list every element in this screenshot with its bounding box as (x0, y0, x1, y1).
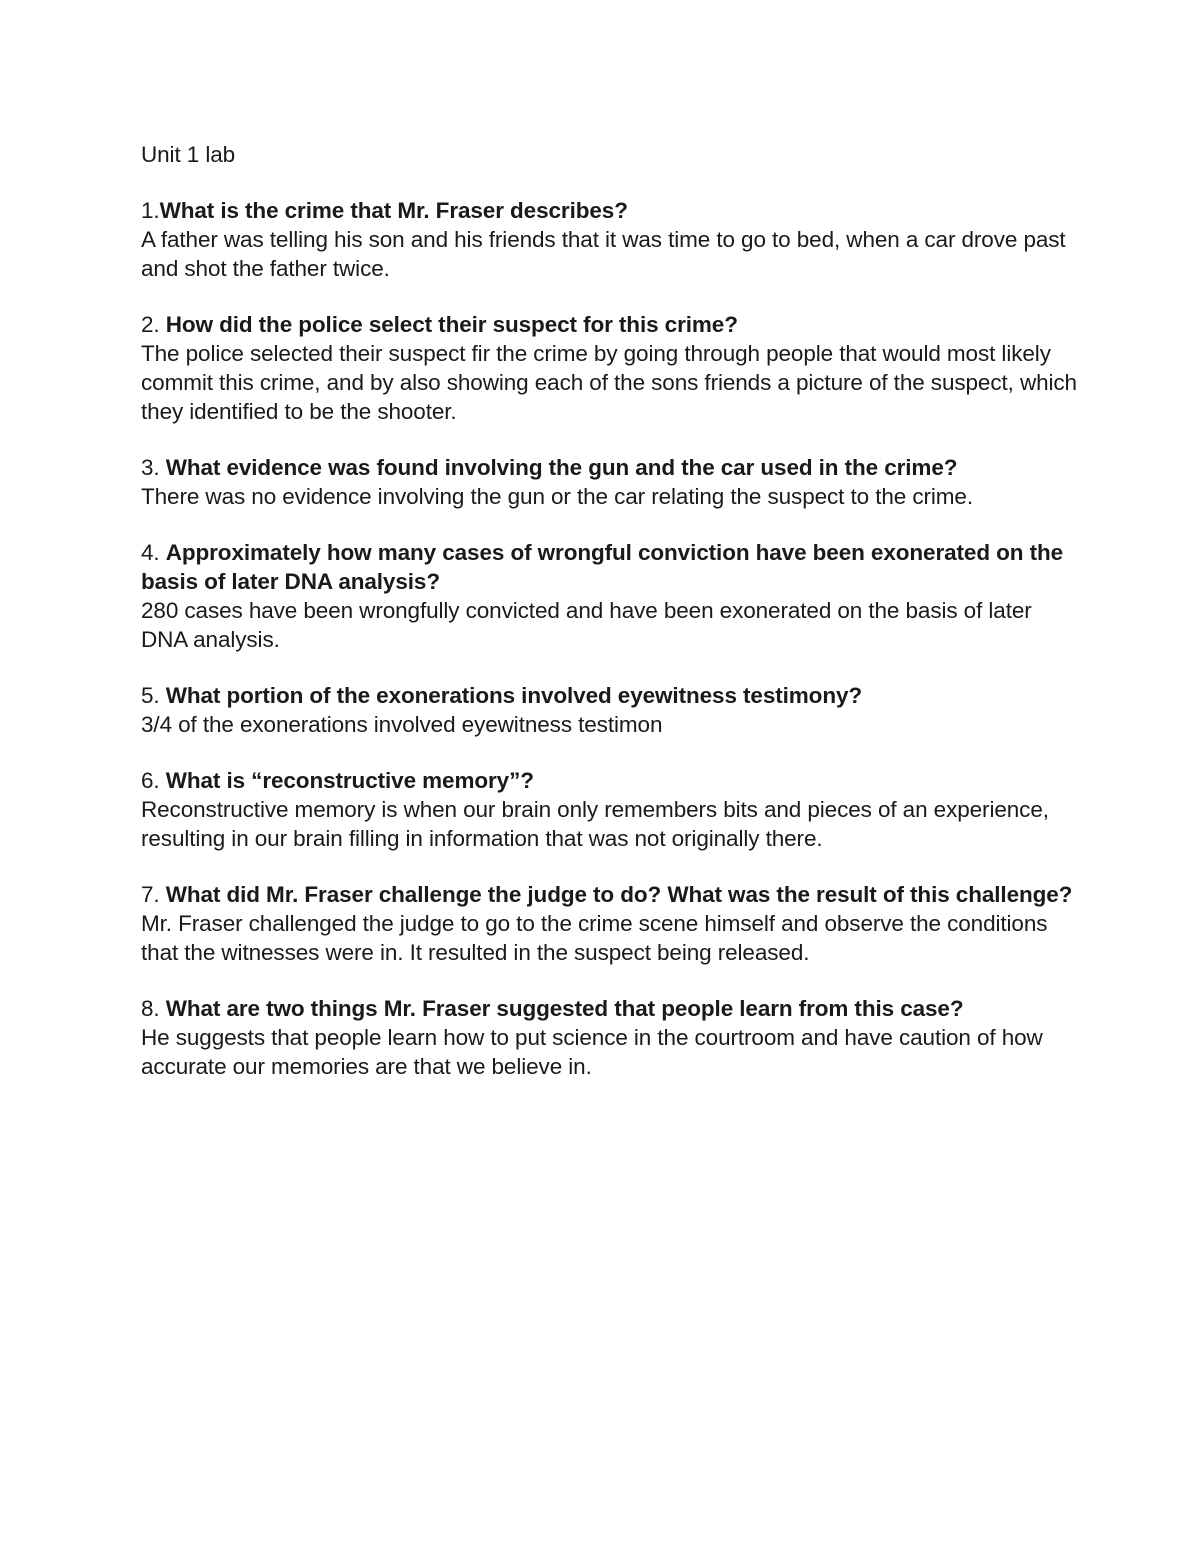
qa-item-4 (141, 538, 1081, 654)
question-4 (141, 538, 1081, 596)
question-number: 5. (141, 683, 166, 708)
answer-2: The police selected their suspect fir the crime by going through people that would most likely commit this crime, and by also showing each of the sons friends a picture of the suspect, which they identified to be the shooter. (141, 341, 1077, 424)
qa-item-7 (141, 880, 1081, 967)
question-number: 3. (141, 455, 166, 480)
question-text: What portion of the exonerations involved eyewitness testimony? (165, 683, 863, 708)
question-text: What did Mr. Fraser challenge the judge to do? What was the result of this challenge? (165, 882, 1073, 907)
document-title: Unit 1 lab (141, 142, 236, 167)
question-5 (141, 681, 1081, 710)
question-8 (141, 994, 1081, 1023)
question-text: What evidence was found involving the gun and the car used in the crime? (165, 455, 958, 480)
question-number: 1. (141, 198, 160, 223)
qa-item-3 (141, 453, 1081, 511)
question-text: What is “reconstructive memory”? (165, 768, 534, 793)
question-number: 6. (141, 768, 166, 793)
question-number: 2. (141, 312, 166, 337)
qa-item-1 (141, 196, 1081, 283)
question-text: What are two things Mr. Fraser suggested that people learn from this case? (165, 996, 964, 1021)
question-2 (141, 310, 1081, 339)
document-body (141, 140, 1081, 1108)
answer-4: 280 cases have been wrongfully convicted and have been exonerated on the basis of later DNA analysis. (141, 598, 1032, 652)
question-7 (141, 880, 1081, 909)
answer-5: 3/4 of the exonerations involved eyewitness testimon (141, 712, 663, 737)
question-1 (141, 196, 1081, 225)
answer-7: Mr. Fraser challenged the judge to go to the crime scene himself and observe the conditions that the witnesses were in. It resulted in the suspect being released. (141, 911, 1048, 965)
question-text: Approximately how many cases of wrongful conviction have been exonerated on the basis of later DNA analysis? (141, 540, 1064, 594)
question-number: 7. (141, 882, 166, 907)
question-text: How did the police select their suspect for this crime? (165, 312, 738, 337)
question-number: 4. (141, 540, 166, 565)
answer-1: A father was telling his son and his friends that it was time to go to bed, when a car drove past and shot the father twice. (141, 227, 1066, 281)
answer-8: He suggests that people learn how to put science in the courtroom and have caution of how accurate our memories are that we believe in. (141, 1025, 1043, 1079)
answer-6: Reconstructive memory is when our brain only remembers bits and pieces of an experience, resulting in our brain filling in information that was not originally there. (141, 797, 1049, 851)
qa-item-8 (141, 994, 1081, 1081)
question-3 (141, 453, 1081, 482)
question-6 (141, 766, 1081, 795)
qa-item-6 (141, 766, 1081, 853)
qa-item-5 (141, 681, 1081, 739)
question-text: What is the crime that Mr. Fraser describes? (159, 198, 628, 223)
question-number: 8. (141, 996, 166, 1021)
answer-3: There was no evidence involving the gun or the car relating the suspect to the crime. (141, 484, 973, 509)
qa-item-2 (141, 310, 1081, 426)
